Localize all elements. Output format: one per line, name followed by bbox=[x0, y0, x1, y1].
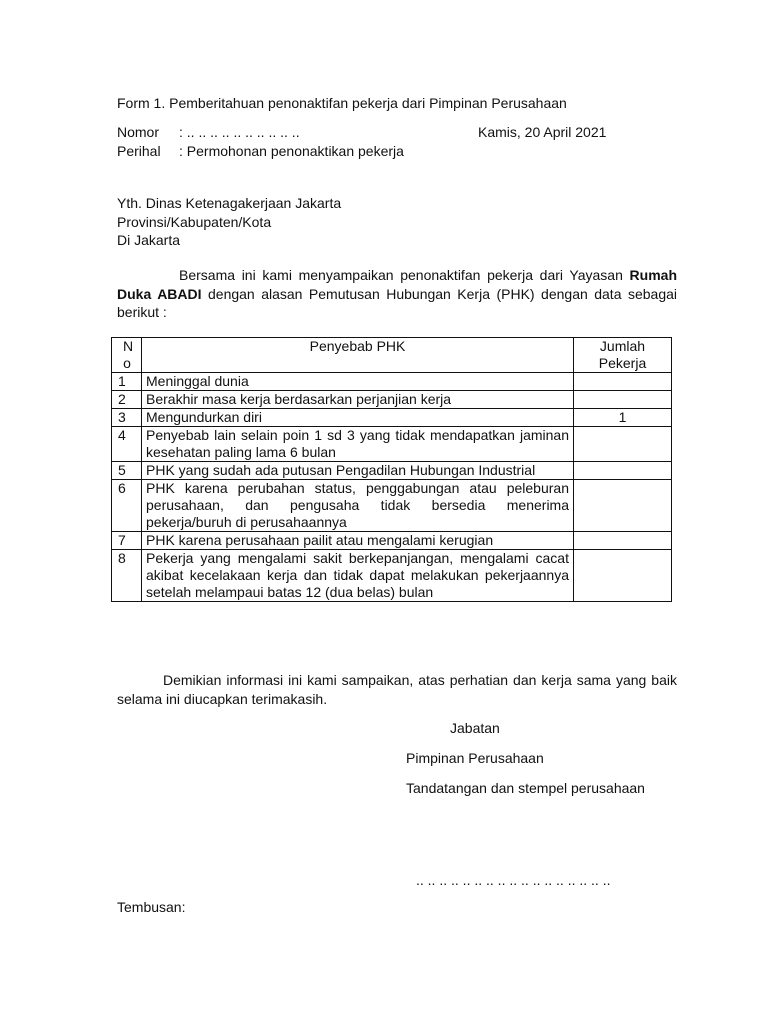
recipient-line-1: Yth. Dinas Ketenagakerjaan Jakarta bbox=[117, 195, 342, 211]
row-no: 2 bbox=[112, 391, 142, 409]
row-no: 4 bbox=[112, 427, 142, 462]
row-no: 7 bbox=[112, 532, 142, 550]
signature-instruction: Tandatangan dan stempel perusahaan bbox=[406, 780, 645, 796]
row-cause: Pekerja yang mengalami sakit berkepanjangan, mengalami cacat akibat kecelakaan kerja dan tidak dapat melakukan pekerjaannya setelah melampaui batas 12 (dua belas) bulan bbox=[142, 550, 574, 602]
row-count bbox=[574, 427, 672, 462]
table-row bbox=[112, 550, 672, 602]
row-count bbox=[574, 373, 672, 391]
header-cause: Penyebab PHK bbox=[142, 338, 574, 373]
row-cause: Penyebab lain selain poin 1 sd 3 yang tidak mendapatkan jaminan kesehatan paling lama 6 bulan bbox=[142, 427, 574, 462]
signature-name-line: .. .. .. .. .. .. .. .. .. .. .. .. .. .. .. .. .. bbox=[416, 872, 611, 888]
row-count bbox=[574, 391, 672, 409]
row-cause: PHK karena perusahaan pailit atau mengalami kerugian bbox=[142, 532, 574, 550]
tembusan-label: Tembusan: bbox=[117, 899, 186, 915]
table-row bbox=[112, 409, 672, 427]
row-cause: PHK karena perubahan status, penggabungan atau peleburan perusahaan, dan pengusaha tidak bersedia menerima pekerja/buruh di perusahaannya bbox=[142, 480, 574, 532]
phk-table bbox=[111, 337, 672, 602]
table-header-row bbox=[112, 338, 672, 373]
signature-role: Pimpinan Perusahaan bbox=[406, 750, 544, 766]
table-row bbox=[112, 480, 672, 532]
row-count bbox=[574, 532, 672, 550]
row-count bbox=[574, 550, 672, 602]
intro-paragraph bbox=[117, 266, 677, 322]
table-row bbox=[112, 532, 672, 550]
row-cause: PHK yang sudah ada putusan Pengadilan Hubungan Industrial bbox=[142, 462, 574, 480]
row-no: 3 bbox=[112, 409, 142, 427]
row-cause: Mengundurkan diri bbox=[142, 409, 574, 427]
row-cause: Berakhir masa kerja berdasarkan perjanjian kerja bbox=[142, 391, 574, 409]
perihal-value: : Permohonan penonaktikan pekerja bbox=[179, 143, 404, 159]
row-no: 5 bbox=[112, 462, 142, 480]
row-no: 1 bbox=[112, 373, 142, 391]
recipient-line-3: Di Jakarta bbox=[117, 232, 181, 248]
letter-date: Kamis, 20 April 2021 bbox=[478, 124, 607, 140]
recipient-line-2: Provinsi/Kabupaten/Kota bbox=[117, 214, 272, 230]
row-count bbox=[574, 462, 672, 480]
table-row bbox=[112, 462, 672, 480]
phk-table-body bbox=[112, 373, 672, 602]
intro-text-1: Bersama ini kami menyampaikan penonaktifan pekerja dari Yayasan bbox=[179, 267, 630, 283]
row-no: 6 bbox=[112, 480, 142, 532]
row-cause: Meninggal dunia bbox=[142, 373, 574, 391]
company-name: Rumah Duka ABADI bbox=[117, 267, 677, 302]
table-row bbox=[112, 427, 672, 462]
row-count bbox=[574, 480, 672, 532]
table-row bbox=[112, 373, 672, 391]
form-title: Form 1. Pemberitahuan penonaktifan pekerja dari Pimpinan Perusahaan bbox=[117, 95, 567, 111]
row-no: 8 bbox=[112, 550, 142, 602]
header-no: N o bbox=[112, 338, 142, 373]
signature-title: Jabatan bbox=[450, 720, 500, 736]
nomor-value: : .. .. .. .. .. .. .. .. .. .. bbox=[179, 124, 300, 140]
table-row bbox=[112, 391, 672, 409]
nomor-label: Nomor bbox=[117, 124, 160, 140]
header-count: Jumlah Pekerja bbox=[574, 338, 672, 373]
row-count: 1 bbox=[574, 409, 672, 427]
intro-text-2: dengan alasan Pemutusan Hubungan Kerja (PHK) dengan data sebagai berikut : bbox=[117, 285, 678, 320]
perihal-label: Perihal bbox=[117, 143, 161, 159]
closing-paragraph: Demikian informasi ini kami sampaikan, atas perhatian dan kerja sama yang baik selama ini diucapkan terimakasih. bbox=[117, 672, 677, 707]
